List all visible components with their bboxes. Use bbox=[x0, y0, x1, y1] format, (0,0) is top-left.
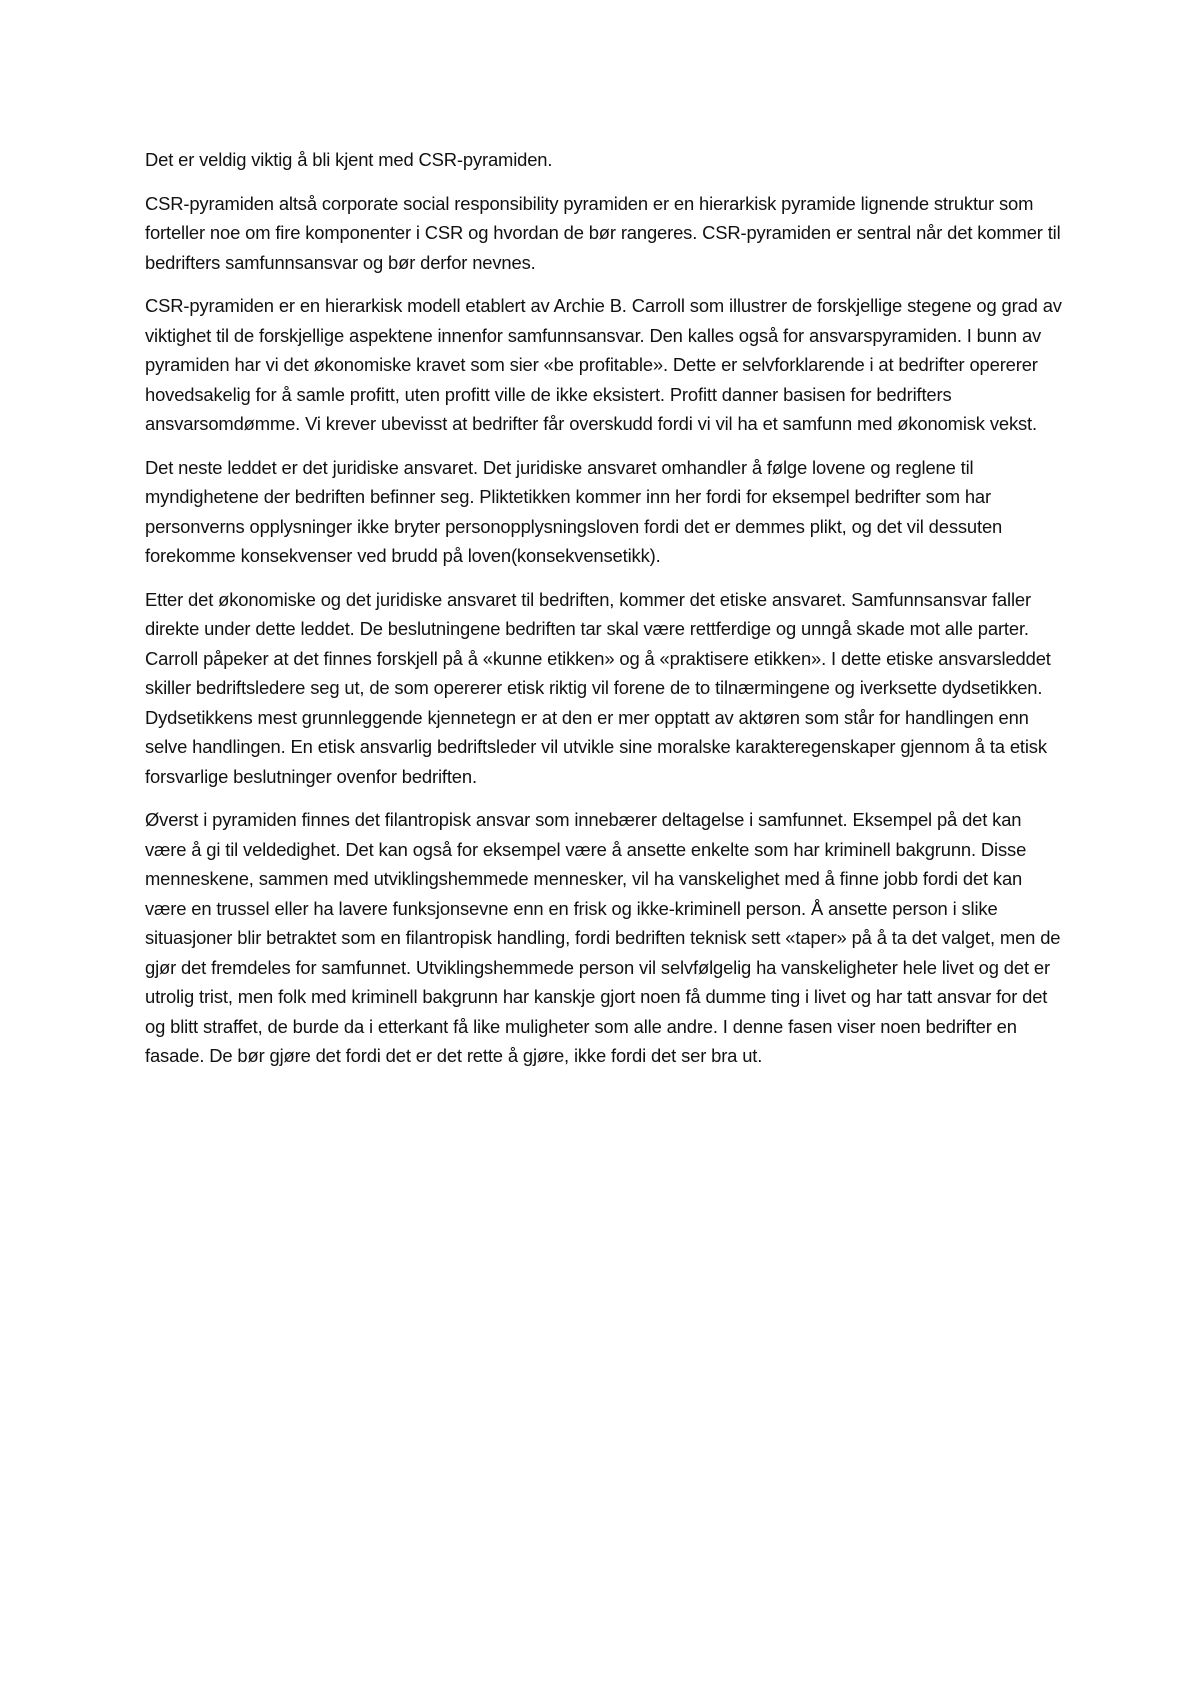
paragraph-philanthropic-responsibility: Øverst i pyramiden finnes det filantropisk ansvar som innebærer deltagelse i samfunnet. Eksempel på det kan være å gi til veldedighet. Det kan også for eksempel være å ansette enkelte som har kriminell bakgrunn. Disse menneskene, sammen med utviklingshemmede mennesker, vil ha vanskelighet med å finne jobb fordi det kan være en trussel eller ha lavere funksjonsevne enn en frisk og ikke-kriminell person. Å ansette person i slike situasjoner blir betraktet som en filantropisk handling, fordi bedriften teknisk sett «taper» på å ta det valget, men de gjør det fremdeles for samfunnet. Utviklingshemmede person vil selvfølgelig ha vanskeligheter hele livet og det er utrolig trist, men folk med kriminell bakgrunn har kanskje gjort noen få dumme ting i livet og har tatt ansvar for det og blitt straffet, de burde da i etterkant få like muligheter som alle andre. I denne fasen viser noen bedrifter en fasade. De bør gjøre det fordi det er det rette å gjøre, ikke fordi det ser bra ut. bbox=[145, 809, 1061, 1066]
paragraph-csr-definition: CSR-pyramiden altså corporate social responsibility pyramiden er en hierarkisk pyramide lignende struktur som forteller noe om fire komponenter i CSR og hvordan de bør rangeres. CSR-pyramiden er sentral når det kommer til bedrifters samfunnsansvar og bør derfor nevnes. bbox=[145, 192, 1061, 273]
document-body bbox=[145, 145, 1065, 1085]
paragraph-ethical-responsibility: Etter det økonomiske og det juridiske ansvaret til bedriften, kommer det etiske ansvaret. Samfunnsansvar faller direkte under dette leddet. De beslutningene bedriften tar skal være rettferdige og unngå skade mot alle parter. Carroll påpeker at det finnes forskjell på å «kunne etikken» og å «praktisere etikken». I dette etiske ansvarsleddet skiller bedriftsledere seg ut, de som opererer etisk riktig vil forene de to tilnærmingene og iverksette dydsetikken. Dydsetikkens mest grunnleggende kjennetegn er at den er mer opptatt av aktøren som står for handlingen enn selve handlingen. En etisk ansvarlig bedriftsleder vil utvikle sine moralske karakteregenskaper gjennom å ta etisk forsvarlige beslutninger ovenfor bedriften. bbox=[145, 588, 1051, 787]
paragraph-legal-responsibility: Det neste leddet er det juridiske ansvaret. Det juridiske ansvaret omhandler å følge lovene og reglene til myndighetene der bedriften befinner seg. Pliktetikken kommer inn her fordi for eksempel bedrifter som har personverns opplysninger ikke bryter personopplysningsloven fordi det er demmes plikt, og det vil dessuten forekomme konsekvenser ved brudd på loven(konsekvensetikk). bbox=[145, 456, 1003, 566]
paragraph-intro: Det er veldig viktig å bli kjent med CSR-pyramiden. bbox=[145, 149, 553, 170]
paragraph-economic-responsibility: CSR-pyramiden er en hierarkisk modell etablert av Archie B. Carroll som illustrer de forskjellige stegene og grad av viktighet til de forskjellige aspektene innenfor samfunnsansvar. Den kalles også for ansvarspyramiden. I bunn av pyramiden har vi det økonomiske kravet som sier «be profitable». Dette er selvforklarende i at bedrifter opererer hovedsakelig for å samle profitt, uten profitt ville de ikke eksistert. Profitt danner basisen for bedrifters ansvarsomdømme. Vi krever ubevisst at bedrifter får overskudd fordi vi vil ha et samfunn med økonomisk vekst. bbox=[145, 295, 1062, 434]
